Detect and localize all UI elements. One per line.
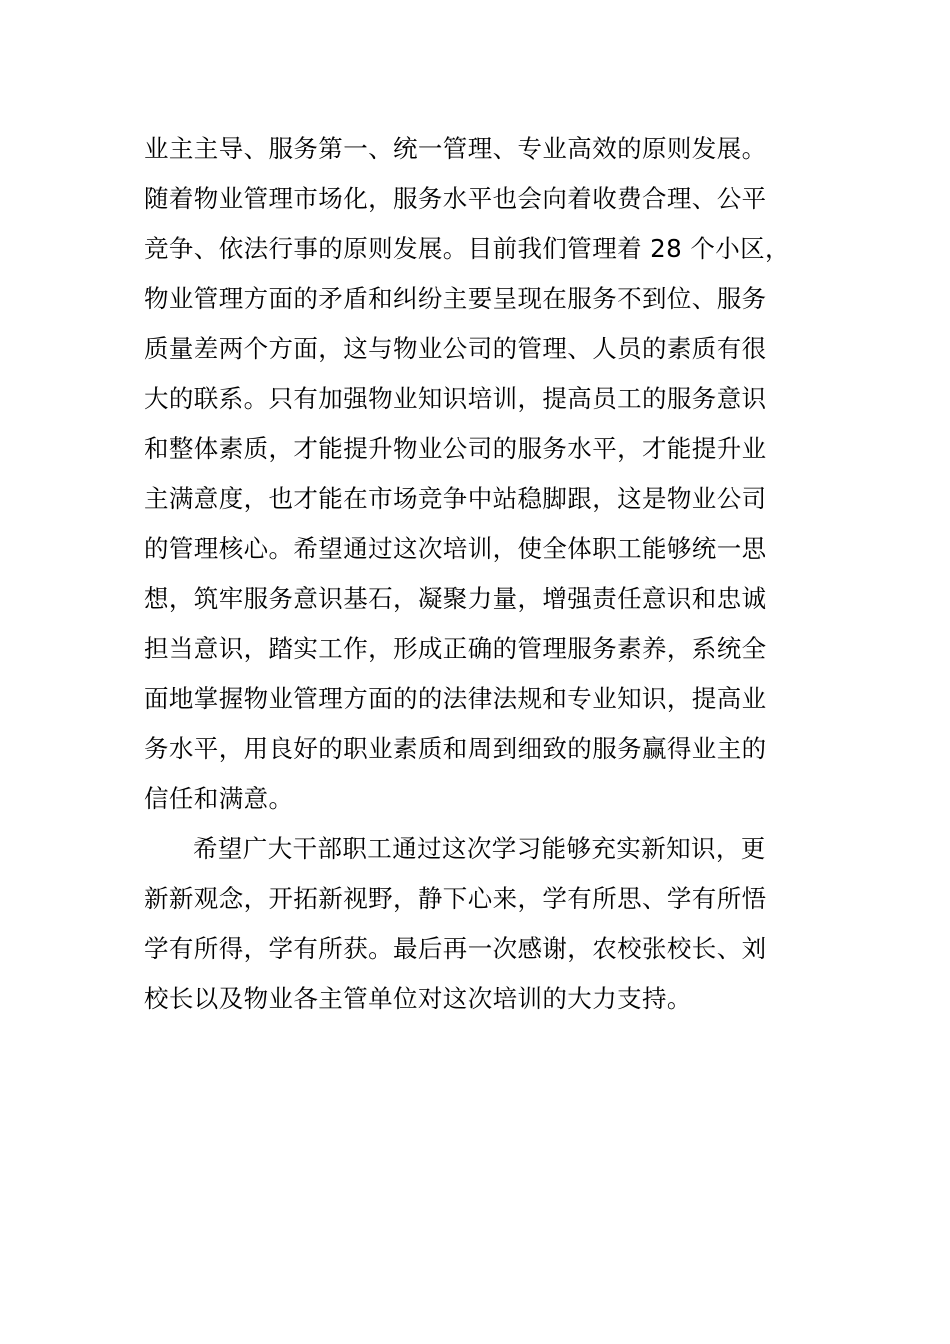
- text-line: 面地掌握物业管理方面的的法律法规和专业知识，提高业: [144, 684, 767, 713]
- text-line: 学有所得，学有所获。最后再一次感谢，农校张校长、刘: [144, 934, 767, 963]
- text-line: 大的联系。只有加强物业知识培训，提高员工的服务意识: [144, 384, 767, 413]
- text-line: 业主主导、服务第一、统一管理、专业高效的原则发展。: [144, 134, 767, 163]
- text-line: 的管理核心。希望通过这次培训，使全体职工能够统一思: [144, 534, 767, 563]
- text-line: 想，筑牢服务意识基石，凝聚力量，增强责任意识和忠诚: [144, 584, 767, 613]
- text-line: 主满意度，也才能在市场竞争中站稳脚跟，这是物业公司: [144, 484, 767, 513]
- text-line: 校长以及物业各主管单位对这次培训的大力支持。: [144, 984, 692, 1013]
- text-line: 信任和满意。: [144, 784, 294, 813]
- text-line: 随着物业管理市场化，服务水平也会向着收费合理、公平: [144, 184, 767, 213]
- document-body: [144, 124, 814, 1024]
- text-line: 和整体素质，才能提升物业公司的服务水平，才能提升业: [144, 434, 767, 463]
- text-line: 物业管理方面的矛盾和纠纷主要呈现在服务不到位、服务: [144, 284, 767, 313]
- text-line: 新新观念，开拓新视野，静下心来，学有所思、学有所悟: [144, 884, 767, 913]
- text-line: 竞争、依法行事的原则发展。目前我们管理着 28 个小区，: [144, 234, 790, 263]
- text-line: 希望广大干部职工通过这次学习能够充实新知识，更: [193, 834, 766, 863]
- text-line: 质量差两个方面，这与物业公司的管理、人员的素质有很: [144, 334, 767, 363]
- text-line: 务水平，用良好的职业素质和周到细致的服务赢得业主的: [144, 734, 767, 763]
- text-line: 担当意识，踏实工作，形成正确的管理服务素养，系统全: [144, 634, 767, 663]
- paragraph: [144, 824, 814, 1024]
- paragraph: [144, 124, 814, 824]
